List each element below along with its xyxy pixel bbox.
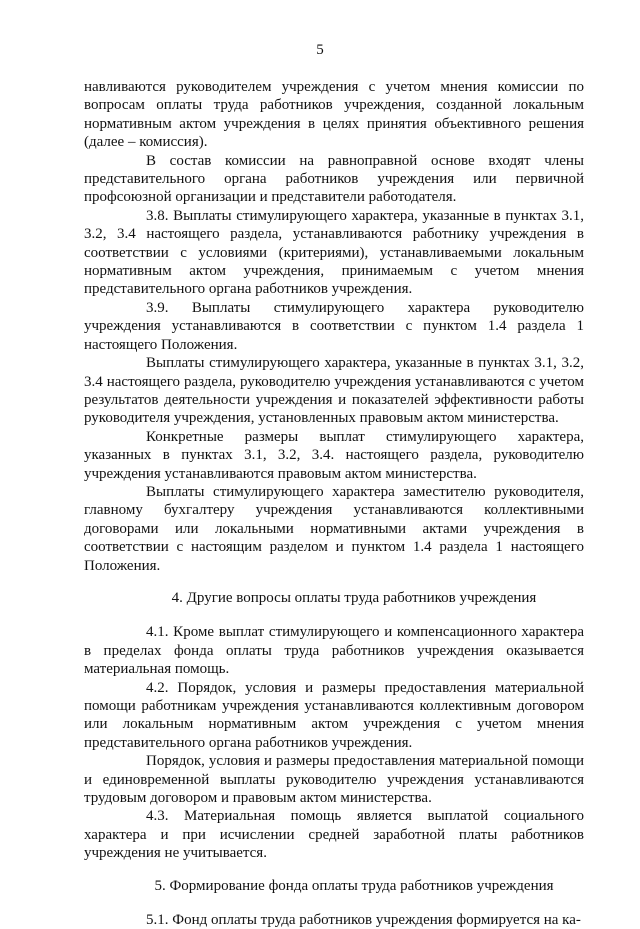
paragraph: Выплаты стимулирующего характера заместителю руководителя, главному бухгалтеру учреждения устанавливаются коллективными договорами или локальными нормативными актами учреждения в соответствии с настоящим разделом и пунктом 1.4 раздела 1 настоящего Положения.: [84, 483, 584, 574]
paragraph: 4.3. Материальная помощь является выплатой социального характера и при исчислении средней заработной платы работников учреждения не учитывается.: [84, 808, 584, 862]
section-heading: 5. Формирование фонда оплаты труда работников учреждения: [154, 877, 554, 894]
paragraph: навливаются руководителем учреждения с учетом мнения комиссии по вопросам оплаты труда работников учреждения, созданной локальным нормативным актом учреждения в целях принятия объективного решения (далее – комиссия).: [84, 79, 584, 151]
paragraph: Порядок, условия и размеры предоставления материальной помощи и единовременной выплаты руководителю учреждения устанавливаются трудовым договором и правовым актом министерства.: [84, 753, 584, 807]
paragraph: Выплаты стимулирующего характера, указанные в пунктах 3.1, 3.2, 3.4 настоящего раздела, руководителю учреждения устанавливаются с учетом результатов деятельности учреждения и показателей эффективности работы руководителя учреждения, установленных правовым актом министерства.: [84, 355, 584, 427]
document-body: [84, 78, 584, 929]
paragraph: 4.2. Порядок, условия и размеры предоставления материальной помощи работникам учреждения устанавливаются коллективным договором или локальным нормативным актом учреждения с учетом мнения представительного органа работников учреждения.: [84, 679, 584, 751]
page-number: 5: [316, 42, 324, 58]
paragraph: 4.1. Кроме выплат стимулирующего и компенсационного характера в пределах фонда оплаты труда работников учреждения оказывается материальная помощь.: [84, 624, 584, 678]
paragraph: 3.9. Выплаты стимулирующего характера руководителю учреждения устанавливаются в соответствии с пунктом 1.4 раздела 1 настоящего Положения.: [84, 299, 584, 353]
paragraph: В состав комиссии на равноправной основе входят члены представительного органа работников учреждения или первичной профсоюзной организации и представители работодателя.: [84, 152, 584, 206]
paragraph: 5.1. Фонд оплаты труда работников учреждения формируется на ка-: [146, 912, 581, 929]
paragraph: Конкретные размеры выплат стимулирующего характера, указанных в пунктах 3.1, 3.2, 3.4. настоящего раздела, руководителю учреждения устанавливаются правовым актом министерства.: [84, 428, 584, 482]
paragraph: 3.8. Выплаты стимулирующего характера, указанные в пунктах 3.1, 3.2, 3.4 настоящего раздела, устанавливаются работнику учреждения в соответствии с условиями (критериями), устанавливаемыми локальным нормативным актом учреждения, принимаемым с учетом мнения представительного органа работников учреждения.: [84, 207, 584, 298]
section-heading: 4. Другие вопросы оплаты труда работников учреждения: [171, 589, 537, 606]
